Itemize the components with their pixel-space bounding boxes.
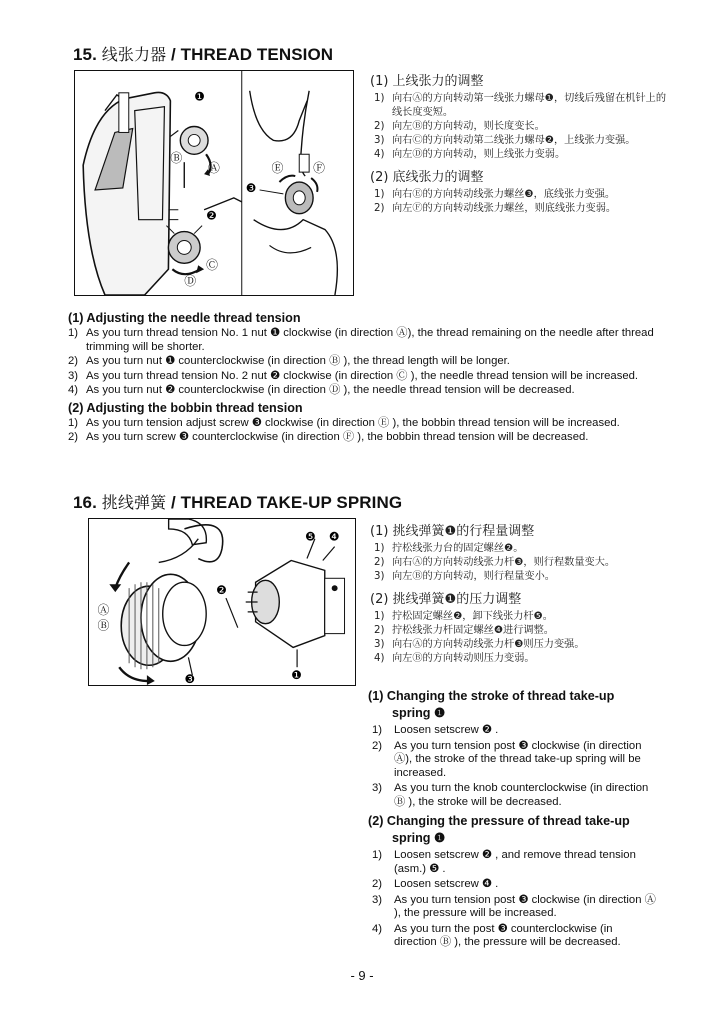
section-title-en: / THREAD TAKE-UP SPRING: [171, 493, 403, 512]
list-item: [68, 417, 658, 431]
item-number: 4): [374, 149, 385, 160]
list-item: [370, 570, 670, 584]
list-item: [370, 542, 670, 556]
item-number: 4): [372, 922, 383, 935]
en-heading-1-line2: spring ❶: [392, 706, 446, 720]
zh-heading-2: (2) 挑线弹簧❶的压力调整: [370, 592, 522, 607]
label-n1: ❶: [194, 89, 205, 104]
list-item: [370, 556, 670, 570]
section-16-zh-text: [370, 520, 670, 666]
item-number: 4): [68, 384, 79, 396]
zh-list-2: [370, 188, 670, 216]
list-item: [370, 610, 670, 624]
item-number: 2): [374, 625, 385, 636]
item-number: 1): [374, 93, 385, 104]
list-item: [68, 370, 658, 384]
item-text: 拧松线张力台的固定螺丝❷。: [392, 543, 524, 554]
item-text: As you turn nut ❷ counterclockwise (in direction Ⓓ ), the needle thread tension will be decreased.: [86, 384, 575, 396]
section-title-zh: 线张力器: [101, 45, 167, 64]
en-heading-1: (1) Adjusting the needle thread tension: [68, 311, 301, 325]
list-item: [370, 92, 670, 120]
item-number: 3): [68, 369, 79, 382]
item-text: 向右Ⓐ的方向转动线张力杆❸，则行程数量变大。: [392, 557, 616, 568]
en-list-1: [368, 724, 658, 809]
label-n2: ❷: [216, 583, 227, 598]
item-number: 2): [374, 121, 385, 132]
list-item: [370, 624, 670, 638]
take-up-spring-illustration: [89, 519, 355, 685]
label-n3: ❸: [184, 672, 196, 685]
item-text: As you turn nut ❶ counterclockwise (in direction Ⓑ ), the thread length will be longer.: [86, 355, 510, 367]
item-number: 3): [372, 782, 383, 794]
label-e: Ⓔ: [271, 161, 284, 176]
item-text: 向右Ⓔ的方向转动线张力螺丝❸，底线张力变强。: [392, 189, 616, 200]
section-title-zh: 挑线弹簧: [101, 493, 167, 512]
section-16-title: [73, 490, 402, 513]
item-text: As you turn the post ❸ counterclockwise (in direction Ⓑ ), the pressure will be decreased.: [394, 922, 621, 948]
list-item: [368, 849, 658, 876]
item-text: Loosen setscrew ❷ .: [394, 724, 499, 736]
item-text: Loosen setscrew ❷ , and remove thread tension (asm.) ❺ .: [394, 849, 636, 875]
item-text: Loosen setscrew ❹ .: [394, 878, 499, 890]
en-heading-1: [368, 688, 658, 722]
list-item: [68, 384, 658, 398]
item-text: 向左Ⓕ的方向转动线张力螺丝，则底线张力变弱。: [392, 203, 617, 214]
list-item: [370, 652, 670, 666]
list-item: [370, 134, 670, 148]
list-item: [368, 724, 658, 738]
take-up-spring-figure: [88, 518, 356, 686]
list-item: [368, 923, 658, 950]
list-item: [370, 148, 670, 162]
thread-tension-figure: [74, 70, 354, 296]
item-text: As you turn the knob counterclockwise (in direction Ⓑ ), the stroke will be decreased.: [394, 782, 649, 808]
label-n5: ❺: [305, 529, 316, 544]
item-text: 向左Ⓑ的方向转动，则长度变长。: [392, 121, 545, 132]
item-number: 4): [374, 653, 385, 664]
zh-list-1: [370, 542, 670, 584]
label-n4: ❹: [328, 529, 340, 544]
en-heading-1-line1: (1) Changing the stroke of thread take-up: [368, 689, 615, 703]
item-number: 1): [68, 416, 79, 429]
item-number: 3): [374, 135, 385, 146]
item-text: As you turn tension adjust screw ❸ clockwise (in direction Ⓔ ), the bobbin thread tension will be increased.: [86, 416, 620, 429]
zh-list-2: [370, 610, 670, 666]
item-text: 向左Ⓑ的方向转动，则行程量变小。: [392, 571, 555, 582]
en-list-1: [68, 327, 658, 398]
item-number: 2): [372, 739, 383, 752]
item-text: As you turn thread tension No. 2 nut ❷ clockwise (in direction Ⓒ ), the needle thread tension will be increased.: [86, 369, 639, 382]
item-text: As you turn tension post ❸ clockwise (in direction Ⓐ ), the pressure will be increased.: [394, 893, 656, 919]
zh-heading-2: (2) 底线张力的调整: [370, 170, 484, 185]
list-item: [368, 740, 658, 781]
list-item: [68, 431, 658, 445]
label-a: Ⓐ: [97, 602, 110, 617]
item-number: 2): [374, 203, 385, 214]
list-item: [68, 355, 658, 369]
list-item: [68, 327, 658, 354]
item-text: 向右Ⓐ的方向转动第一线张力螺母❶，切线后残留在机针上的线长度变短。: [392, 93, 667, 118]
zh-heading-1: (1) 挑线弹簧❶的行程量调整: [370, 524, 535, 539]
zh-heading-1: (1) 上线张力的调整: [370, 74, 484, 89]
item-number: 2): [68, 355, 79, 367]
item-text: 向右Ⓐ的方向转动线张力杆❸则压力变强。: [392, 639, 585, 650]
item-number: 2): [374, 557, 385, 568]
item-number: 1): [374, 611, 385, 622]
item-number: 2): [68, 431, 79, 443]
en-list-2: [68, 417, 658, 445]
label-f: Ⓕ: [313, 161, 325, 176]
item-number: 1): [374, 543, 385, 554]
en-heading-2-line2: spring ❶: [392, 831, 446, 845]
item-text: 向右Ⓒ的方向转动第二线张力螺母❷，上线张力变强。: [392, 135, 636, 146]
item-text: 向左Ⓑ的方向转动则压力变弱。: [392, 653, 535, 664]
item-number: 1): [372, 849, 383, 861]
zh-list-1: [370, 92, 670, 162]
en-heading-2: (2) Adjusting the bobbin thread tension: [68, 400, 303, 415]
en-heading-2-line1: (2) Changing the pressure of thread take-up: [368, 814, 630, 828]
section-16-en-text: [368, 688, 658, 950]
list-item: [370, 638, 670, 652]
section-15-title: [73, 42, 333, 65]
item-text: 拧松固定螺丝❷，卸下线张力杆❺。: [392, 611, 553, 622]
item-number: 1): [68, 327, 79, 339]
section-title-en: / THREAD TENSION: [171, 45, 334, 64]
item-text: As you turn screw ❸ counterclockwise (in direction Ⓕ ), the bobbin thread tension will be decreased.: [86, 431, 589, 443]
item-number: 1): [372, 724, 383, 736]
item-number: 3): [374, 571, 385, 582]
item-text: As you turn tension post ❸ clockwise (in direction Ⓐ), the stroke of the thread take-up spring will be increased.: [394, 739, 642, 779]
en-heading-2: [368, 813, 658, 847]
list-item: [368, 894, 658, 921]
label-b: Ⓑ: [170, 151, 183, 166]
en-list-2: [368, 849, 658, 950]
label-c: Ⓒ: [206, 258, 218, 273]
item-text: 向左Ⓓ的方向转动，则上线张力变弱。: [392, 149, 566, 160]
label-n2: ❷: [206, 208, 217, 223]
thread-tension-illustration: [75, 71, 353, 295]
label-a: Ⓐ: [208, 161, 220, 176]
list-item: [370, 188, 670, 202]
section-number: 15.: [73, 45, 97, 64]
label-d: Ⓓ: [184, 274, 197, 289]
page-number: - 9 -: [350, 968, 374, 983]
list-item: [370, 120, 670, 134]
item-text: As you turn thread tension No. 1 nut ❶ clockwise (in direction Ⓐ), the thread remaining on the needle after thread trimming will be shorter.: [86, 327, 654, 353]
item-number: 3): [372, 893, 383, 906]
section-number: 16.: [73, 493, 97, 512]
item-text: 拧松线张力杆固定螺丝❹进行调整。: [392, 625, 554, 636]
section-15-en-text: [68, 310, 658, 445]
list-item: [368, 782, 658, 809]
label-n3: ❸: [245, 180, 257, 195]
section-15-zh-text: [370, 70, 670, 216]
label-b: Ⓑ: [97, 618, 110, 633]
item-number: 1): [374, 189, 385, 200]
label-n1: ❶: [291, 668, 302, 683]
list-item: [368, 878, 658, 892]
item-number: 2): [372, 878, 383, 890]
list-item: [370, 202, 670, 216]
item-number: 3): [374, 639, 385, 650]
